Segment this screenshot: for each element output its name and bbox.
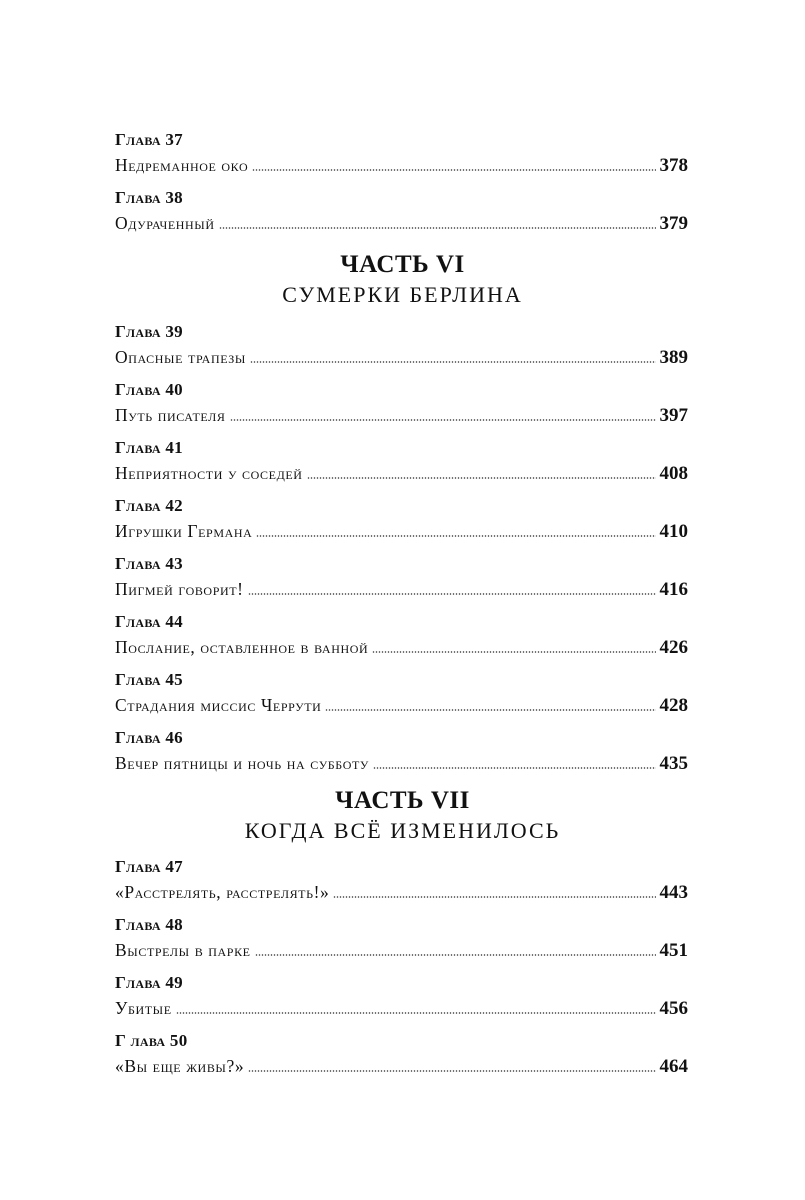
page-number: 456 [659,998,688,1019]
dot-leader [256,535,655,537]
chapter-number: Глава 47 [115,857,183,876]
toc-entry[interactable] [115,128,688,186]
dot-leader [250,361,656,363]
chapter-number: Глава 49 [115,973,183,992]
chapter-number: Глава 45 [115,670,183,689]
page-number: 408 [659,463,688,484]
chapter-title: Пигмей говорит! [115,579,244,599]
chapter-title: Игрушки Германа [115,521,253,541]
part-heading [0,786,805,846]
chapter-title: Убитые [115,998,172,1018]
page-number: 410 [659,521,688,542]
chapter-title: Опасные трапезы [115,347,246,367]
part-title: КОГДА ВСЁ ИЗМЕНИЛОСЬ [244,818,561,843]
chapter-number: Глава 37 [115,130,183,149]
chapter-number: Глава 44 [115,612,183,631]
chapter-number: Глава 41 [115,438,183,457]
page-number: 378 [659,155,688,176]
chapter-number: Глава 48 [115,915,183,934]
chapter-number: Глава 43 [115,554,183,573]
toc-group [115,320,688,784]
toc-entry[interactable] [115,186,688,244]
part-label: ЧАСТЬ VII [335,787,470,814]
dot-leader [333,896,655,898]
chapter-title: Вечер пятницы и ночь на субботу [115,753,369,773]
chapter-title: Недреманное око [115,155,249,175]
chapter-title: Страдания миссис Черрути [115,695,322,715]
page-number: 426 [659,637,688,658]
toc-entry[interactable] [115,913,688,971]
dot-leader [325,709,655,711]
page-number: 379 [659,213,688,234]
page-number: 435 [659,753,688,774]
toc-group [115,128,688,244]
toc-entry[interactable] [115,668,688,726]
toc-entry[interactable] [115,1029,688,1087]
chapter-number: Глава 38 [115,188,183,207]
page-number: 416 [659,579,688,600]
dot-leader [248,1070,655,1072]
page-number: 451 [659,940,688,961]
toc-group [115,855,688,1087]
page-number: 389 [659,347,688,368]
page-number: 464 [659,1056,688,1077]
page-number: 428 [659,695,688,716]
page-number: 397 [659,405,688,426]
chapter-title: Одураченный [115,213,215,233]
chapter-title: Выстрелы в парке [115,940,251,960]
toc-entry[interactable] [115,855,688,913]
dot-leader [248,593,656,595]
part-label: ЧАСТЬ VI [340,251,465,278]
toc-entry[interactable] [115,378,688,436]
dot-leader [307,477,656,479]
chapter-number: Г лава 50 [115,1031,188,1050]
chapter-number: Глава 46 [115,728,183,747]
dot-leader [252,169,655,171]
chapter-title: «Расстрелять, расстрелять!» [115,882,330,902]
chapter-title: Послание, оставленное в ванной [115,637,369,657]
toc-entry[interactable] [115,552,688,610]
chapter-number: Глава 42 [115,496,183,515]
part-title: СУМЕРКИ БЕРЛИНА [282,282,523,307]
dot-leader [230,419,656,421]
dot-leader [255,954,656,956]
dot-leader [373,767,656,769]
toc-entry[interactable] [115,971,688,1029]
chapter-title: Путь писателя [115,405,226,425]
toc-entry[interactable] [115,610,688,668]
chapter-title: «Вы еще живы?» [115,1056,245,1076]
chapter-number: Глава 39 [115,322,183,341]
toc-entry[interactable] [115,436,688,494]
toc-entry[interactable] [115,494,688,552]
toc-entry[interactable] [115,726,688,784]
page-number: 443 [659,882,688,903]
toc-entry[interactable] [115,320,688,378]
chapter-title: Неприятности у соседей [115,463,303,483]
part-heading [0,250,805,310]
dot-leader [219,227,656,229]
dot-leader [176,1012,656,1014]
chapter-number: Глава 40 [115,380,183,399]
dot-leader [372,651,655,653]
